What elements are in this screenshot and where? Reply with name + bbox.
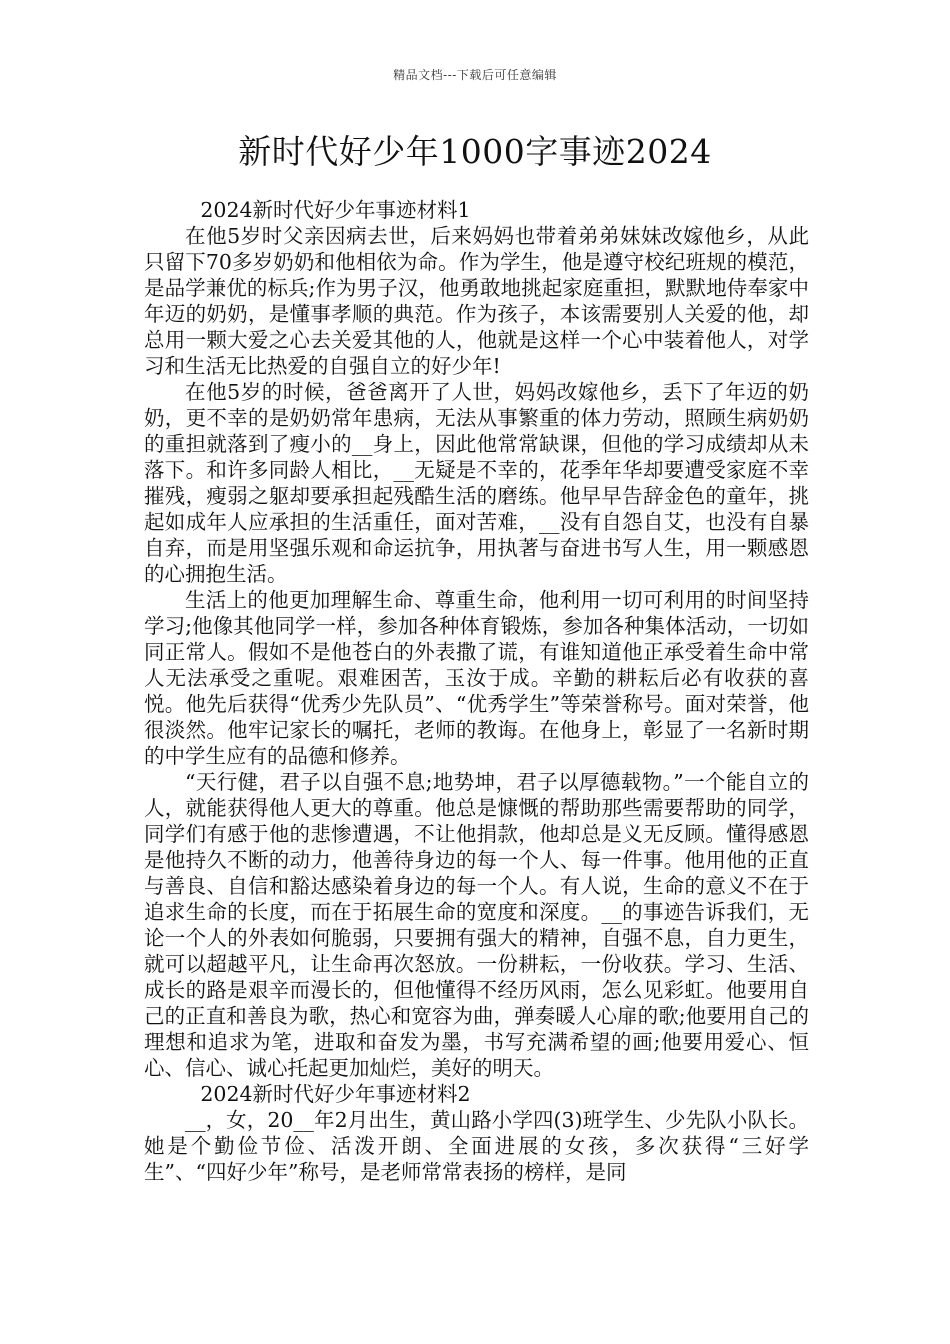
section-heading: 2024新时代好少年事迹材料2 — [200, 1082, 471, 1106]
page-header: 精品文档---下载后可任意编辑 — [393, 68, 557, 82]
paragraph: “天行健，君子以自强不息;地势坤，君子以厚德载物。”一个能自立的人，就能获得他人更大的尊重。他总是慷慨的帮助那些需要帮助的同学，同学们有感于他的悲惨遭遇，不让他捐款，他却总是义无反顾。懂得感恩是他持久不断的动力，他善待身边的每一个人、每一件事。他用他的正直与善良、自信和豁达感染着身边的每一个人。有人说，生命的意义不在于追求生命的长度，而在于拓展生命的宽度和深度。__的事迹告诉我们，无论一个人的外表如何脆弱，只要拥有强大的精神，自强不息，自力更生，就可以超越平凡，让生命再次怒放。一份耕耘，一份收获。学习、生活、成长的路是艰辛而漫长的，但他懂得不经历风雨，怎么见彩虹。他要用自己的正直和善良为歌，热心和宽容为曲，弹奏暖人心扉的歌;他要用自己的理想和追求为笔，进取和奋发为墨，书写充满希望的画;他要用爱心、恒心、信心、诚心托起更加灿烂，美好的明天。 — [144, 770, 809, 1080]
paragraph: 生活上的他更加理解生命、尊重生命，他利用一切可利用的时间坚持学习;他像其他同学一样，参加各种体育锻炼，参加各种集体活动，一切如同正常人。假如不是他苍白的外表撒了谎，有谁知道他正承受着生命中常人无法承受之重呢。艰难困苦，玉汝于成。辛勤的耕耘后必有收获的喜悦。他先后获得“优秀少先队员”、“优秀学生”等荣誉称号。面对荣誉，他很淡然。他牢记家长的嘱托，老师的教诲。在他身上，彰显了一名新时期的中学生应有的品德和修养。 — [144, 588, 809, 768]
paragraph: __，女，20__年2月出生，黄山路小学四(3)班学生、少先队小队长。她是个勤俭节俭、活泼开朗、全面进展的女孩，多次获得“三好学生”、“四好少年”称号，是老师常常表扬的榜样，是同 — [144, 1108, 809, 1184]
paragraph: 在他5岁时父亲因病去世，后来妈妈也带着弟弟妹妹改嫁他乡，从此只留下70多岁奶奶和他相依为命。作为学生，他是遵守校纪班规的模范，是品学兼优的标兵;作为男子汉，他勇敢地挑起家庭重担，默默地侍奉家中年迈的奶奶，是懂事孝顺的典范。作为孩子，本该需要别人关爱的他，却总用一颗大爱之心去关爱其他的人，他就是这样一个心中装着他人，对学习和生活无比热爱的自强自立的好少年! — [144, 224, 809, 378]
section-heading: 2024新时代好少年事迹材料1 — [200, 198, 471, 222]
paragraph: 在他5岁的时候，爸爸离开了人世，妈妈改嫁他乡，丢下了年迈的奶奶，更不幸的是奶奶常年患病，无法从事繁重的体力劳动，照顾生病奶奶的重担就落到了瘦小的__身上，因此他常常缺课，但他的学习成绩却从未落下。和许多同龄人相比，__无疑是不幸的，花季年华却要遭受家庭不幸摧残，瘦弱之躯却要承担起残酷生活的磨练。他早早告辞金色的童年，挑起如成年人应承担的生活重任，面对苦难，__没有自怨自艾，也没有自暴自弃，而是用坚强乐观和命运抗争，用执著与奋进书写人生，用一颗感恩的心拥抱生活。 — [144, 380, 809, 586]
document-body — [144, 197, 809, 1185]
document-title: 新时代好少年1000字事迹2024 — [238, 132, 712, 171]
